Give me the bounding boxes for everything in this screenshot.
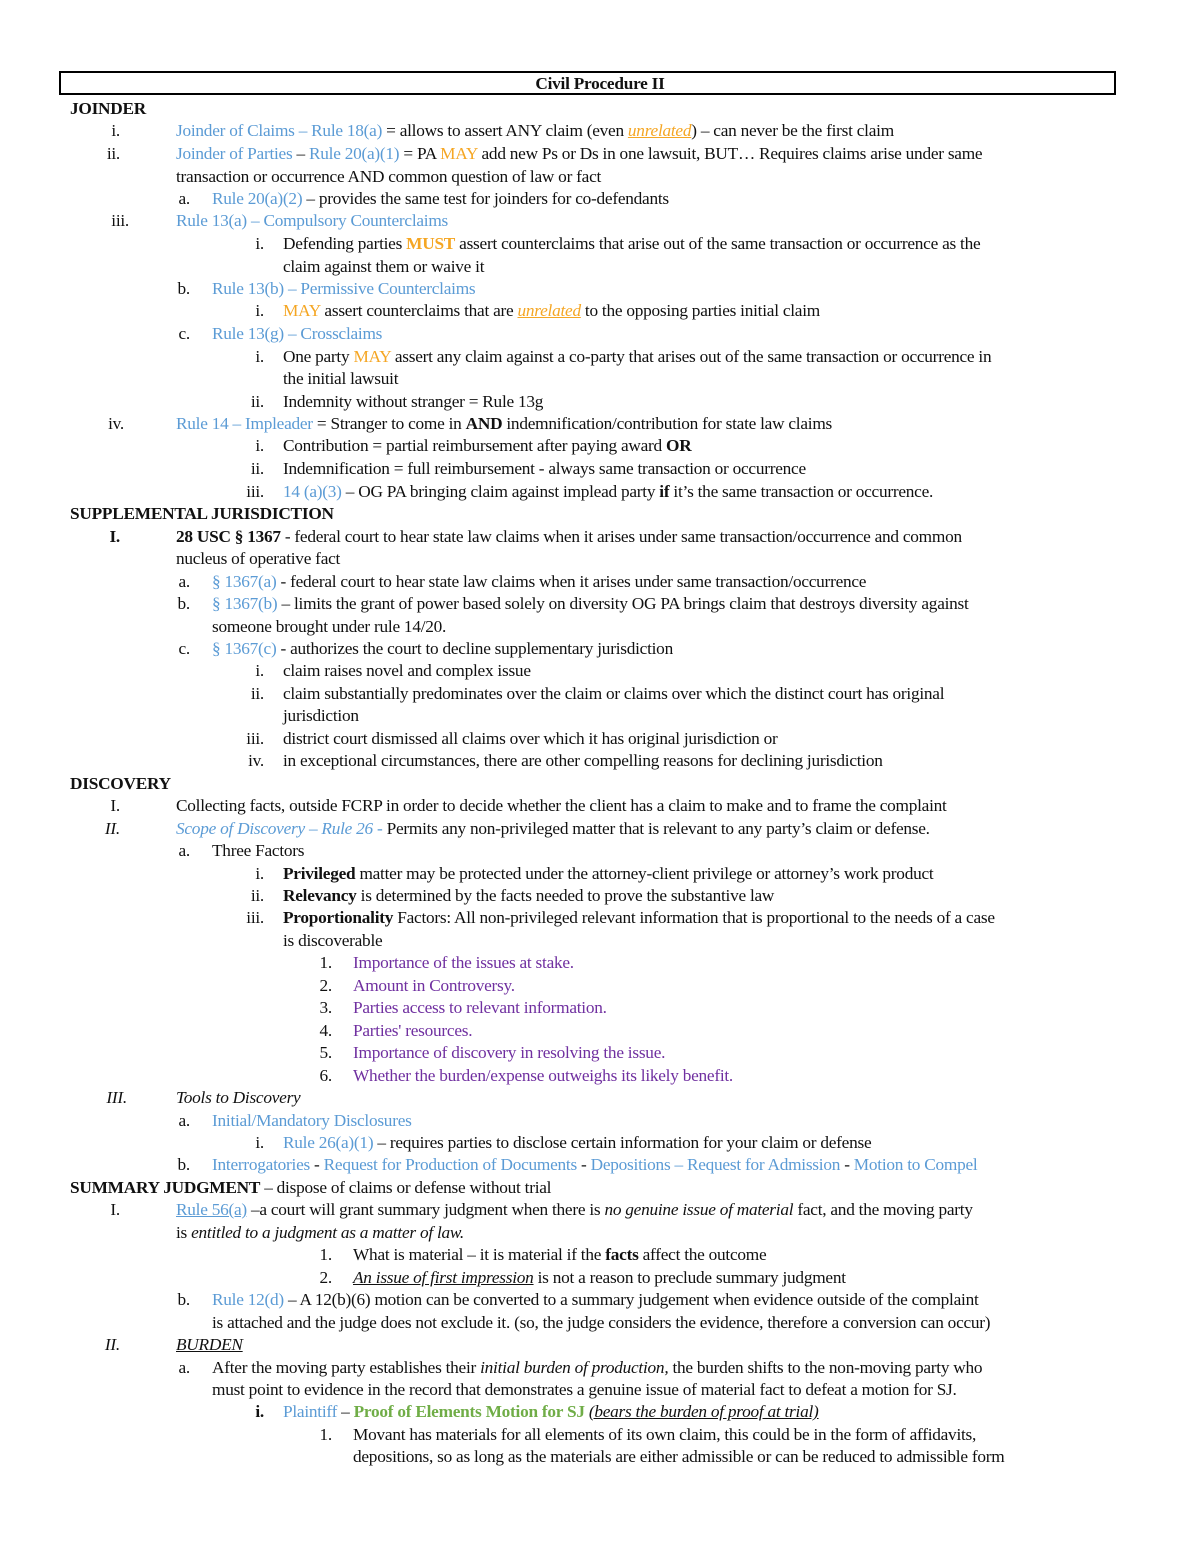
text-run: Indemnity without stranger = Rule 13g	[283, 392, 544, 411]
text-run: Motion to Compel	[853, 1155, 978, 1174]
outline-line	[176, 1087, 300, 1109]
text-run: Proportionality	[283, 908, 394, 927]
text-run: Amount in Controversy.	[353, 976, 515, 995]
list-marker: iv.	[248, 751, 264, 770]
text-run: claim against them or waive it	[283, 257, 485, 276]
list-marker: ii.	[106, 144, 120, 163]
text-run: MAY	[283, 301, 321, 320]
outline-line	[353, 1042, 665, 1064]
text-run: transaction or occurrence AND common question of law or fact	[176, 167, 602, 186]
outline-line	[212, 278, 475, 300]
outline-line	[212, 1154, 977, 1176]
list-marker: c.	[178, 639, 190, 658]
text-run: Indemnification = full reimbursement - always same transaction or occurrence	[283, 459, 806, 478]
text-run: An issue of first impression	[353, 1268, 534, 1287]
outline-line	[212, 188, 669, 210]
outline-line	[283, 660, 531, 682]
text-run: Rule 26(a)(1)	[283, 1133, 374, 1152]
list-marker: a.	[178, 572, 190, 591]
list-marker: a.	[178, 1358, 190, 1377]
outline-line	[212, 1379, 957, 1401]
list-marker: a.	[178, 189, 190, 208]
text-run: Permits any non-privileged matter that is relevant to any party’s claim or defense.	[382, 819, 930, 838]
text-run: Scope of Discovery – Rule 26 -	[176, 819, 383, 838]
outline-line	[283, 728, 778, 750]
text-run: = Stranger to come in	[312, 414, 466, 433]
outline-line	[283, 300, 820, 322]
text-run: Rule 20(a)(2)	[212, 189, 303, 208]
list-marker: 6.	[319, 1066, 332, 1085]
text-run: assert counterclaims that arise out of the same transaction or occurrence as the	[455, 234, 981, 253]
text-run: Rule 14 – Impleader	[176, 414, 313, 433]
text-run: unrelated	[627, 121, 692, 140]
list-marker: i.	[255, 1402, 264, 1421]
text-run: Whether the burden/expense outweighs its likely benefit.	[353, 1066, 733, 1085]
text-run: Depositions – Request for Admission	[590, 1155, 841, 1174]
outline-line	[353, 1065, 733, 1087]
list-marker: i.	[255, 347, 264, 366]
list-marker: ii.	[250, 886, 264, 905]
outline-line	[176, 548, 340, 570]
list-marker: 1.	[319, 953, 332, 972]
text-run: - federal court to hear state law claims when it arises under same transaction/occurrence and common	[280, 527, 962, 546]
text-run: -	[840, 1155, 854, 1174]
text-run: facts	[605, 1245, 639, 1264]
text-run: Request for Production of Documents	[323, 1155, 577, 1174]
list-marker: iii.	[111, 211, 129, 230]
text-run: BURDEN	[176, 1335, 243, 1354]
text-run: One party	[283, 347, 354, 366]
outline-line	[353, 1446, 1004, 1468]
text-run: MUST	[406, 234, 456, 253]
outline-line	[212, 638, 673, 660]
text-run: - federal court to hear state law claims when it arises under same transaction/occurrence	[276, 572, 867, 591]
outline-line	[176, 795, 947, 817]
text-run: Tools to Discovery	[176, 1088, 301, 1107]
text-run: AND	[465, 414, 503, 433]
outline-line	[353, 1020, 472, 1042]
text-run: Proof of Elements Motion for SJ	[353, 1402, 585, 1421]
outline-line	[212, 593, 969, 615]
list-marker: 3.	[319, 998, 332, 1017]
text-run: MAY	[353, 347, 391, 366]
text-run: Initial/Mandatory Disclosures	[212, 1111, 412, 1130]
list-marker: a.	[178, 841, 190, 860]
list-marker: iv.	[108, 414, 124, 433]
text-run: Relevancy	[283, 886, 357, 905]
outline-line	[176, 210, 448, 232]
text-run: is not a reason to preclude summary judgment	[533, 1268, 846, 1287]
text-run: someone brought under rule 14/20.	[212, 617, 447, 636]
text-run: 14 (a)(3)	[283, 482, 342, 501]
text-run: is attached and the judge does not exclude it. (so, the judge considers the evidence, therefore a conversion can occur)	[212, 1313, 991, 1332]
text-run: 28 USC § 1367	[176, 527, 281, 546]
text-run: SUPPLEMENTAL JURISDICTION	[70, 504, 334, 523]
text-run: district court dismissed all claims over which it has original jurisdiction or	[283, 729, 778, 748]
text-run: – dispose of claims or defense without trial	[260, 1178, 552, 1197]
text-run: Three Factors	[212, 841, 305, 860]
text-run: Parties' resources.	[353, 1021, 473, 1040]
list-marker: i.	[255, 436, 264, 455]
list-marker: II.	[104, 819, 120, 838]
outline-line	[176, 1222, 464, 1244]
text-run: initial burden of production,	[480, 1358, 669, 1377]
text-run: = allows to assert ANY claim (even	[382, 121, 628, 140]
outline-line	[70, 98, 146, 120]
outline-line	[353, 1267, 846, 1289]
outline-line	[176, 526, 962, 548]
outline-line	[176, 1199, 973, 1221]
list-marker: I.	[109, 527, 120, 546]
list-marker: i.	[255, 301, 264, 320]
text-run: claim substantially predominates over the claim or claims over which the distinct court has original	[283, 684, 945, 703]
list-marker: c.	[178, 324, 190, 343]
list-marker: b.	[177, 594, 190, 613]
text-run: the initial lawsuit	[283, 369, 399, 388]
outline-line	[70, 1177, 551, 1199]
text-run: Rule 56(a)	[176, 1200, 247, 1219]
outline-line	[212, 840, 304, 862]
list-marker: I.	[110, 796, 120, 815]
text-run: to the opposing parties initial claim	[580, 301, 820, 320]
outline-line	[283, 1132, 871, 1154]
text-run: Rule 13(a) – Compulsory Counterclaims	[176, 211, 449, 230]
outline-line	[212, 571, 866, 593]
list-marker: b.	[177, 1155, 190, 1174]
text-run: matter may be protected under the attorney-client privilege or attorney’s work product	[355, 864, 934, 883]
outline-line	[176, 413, 832, 435]
text-run: fact, and the moving party	[793, 1200, 973, 1219]
outline-line	[353, 952, 574, 974]
list-marker: b.	[177, 279, 190, 298]
outline-line	[283, 885, 774, 907]
text-run: Rule 13(g) – Crossclaims	[212, 324, 383, 343]
text-run: it’s the same transaction or occurrence.	[669, 482, 934, 501]
text-run: if	[659, 482, 670, 501]
text-run: Rule 20(a)(1)	[308, 144, 400, 163]
text-run: Defending parties	[283, 234, 407, 253]
text-run: ) – can never be the first claim	[691, 121, 894, 140]
outline-line	[283, 750, 883, 772]
text-run: – requires parties to disclose certain information for your claim or defense	[373, 1133, 872, 1152]
list-marker: i.	[255, 864, 264, 883]
outline-line	[176, 818, 930, 840]
text-run: entitled to a judgment as a matter of law.	[191, 1223, 464, 1242]
outline-line	[283, 233, 980, 255]
list-marker: 1.	[319, 1245, 332, 1264]
text-run: –	[337, 1402, 354, 1421]
outline-line	[283, 705, 359, 727]
text-run: -	[576, 1155, 591, 1174]
list-marker: i.	[255, 234, 264, 253]
text-run: –a court will grant summary judgment when there is	[246, 1200, 605, 1219]
list-marker: 2.	[319, 976, 332, 995]
outline-line	[283, 907, 995, 929]
outline-line	[283, 683, 944, 705]
text-run: indemnification/contribution for state law claims	[502, 414, 832, 433]
text-run: depositions, so as long as the materials are either admissible or can be reduced to admissible form	[353, 1447, 1005, 1466]
text-run: (bears the burden of proof at trial)	[588, 1402, 819, 1421]
text-run: unrelated	[517, 301, 581, 320]
text-run: -	[309, 1155, 324, 1174]
text-run: Importance of discovery in resolving the issue.	[353, 1043, 666, 1062]
text-run: OR	[666, 436, 692, 455]
list-marker: a.	[178, 1111, 190, 1130]
list-marker: 4.	[319, 1021, 332, 1040]
text-run: is	[176, 1223, 192, 1242]
document-title: Civil Procedure II	[535, 74, 665, 93]
text-run: claim raises novel and complex issue	[283, 661, 531, 680]
text-run: § 1367(c)	[212, 639, 277, 658]
list-marker: II.	[104, 1335, 120, 1354]
text-run: - authorizes the court to decline supplementary jurisdiction	[276, 639, 673, 658]
text-run: Parties access to relevant information.	[353, 998, 607, 1017]
text-run: § 1367(b)	[212, 594, 278, 613]
outline-line	[176, 120, 894, 142]
list-marker: i.	[255, 1133, 264, 1152]
outline-line	[176, 143, 982, 165]
text-run: Factors: All non-privileged relevant information that is proportional to the needs of a case	[393, 908, 995, 927]
outline-line	[176, 1334, 243, 1356]
list-marker: III.	[106, 1088, 127, 1107]
outline-line	[212, 1289, 979, 1311]
outline-line	[283, 435, 691, 457]
outline-line	[283, 930, 382, 952]
list-marker: I.	[110, 1200, 120, 1219]
text-run: DISCOVERY	[70, 774, 171, 793]
list-marker: i.	[255, 661, 264, 680]
text-run: is determined by the facts needed to prove the substantive law	[356, 886, 775, 905]
list-marker: iii.	[246, 482, 264, 501]
list-marker: 2.	[319, 1268, 332, 1287]
list-marker: 1.	[319, 1425, 332, 1444]
outline-line	[283, 1401, 819, 1423]
text-run: – A 12(b)(6) motion can be converted to a summary judgement when evidence outside of the complaint	[283, 1290, 979, 1309]
outline-line	[283, 346, 991, 368]
outline-line	[176, 166, 601, 188]
list-marker: i.	[111, 121, 120, 140]
text-run: –	[292, 144, 309, 163]
text-run: assert any claim against a co-party that arises out of the same transaction or occurrence in	[390, 347, 992, 366]
outline-line	[212, 1357, 982, 1379]
text-run: add new Ps or Ds in one lawsuit, BUT… Requires claims arise under same	[477, 144, 983, 163]
outline-line	[283, 481, 933, 503]
text-run: Collecting facts, outside FCRP in order to decide whether the client has a claim to make and to frame the complaint	[176, 796, 947, 815]
text-run: Rule 12(d)	[212, 1290, 284, 1309]
list-marker: iii.	[246, 908, 264, 927]
outline-line	[353, 975, 515, 997]
text-run: What is material – it is material if the	[353, 1245, 606, 1264]
list-marker: iii.	[246, 729, 264, 748]
list-marker: ii.	[250, 684, 264, 703]
text-run: nucleus of operative fact	[176, 549, 341, 568]
text-run: MAY	[440, 144, 478, 163]
text-run: SUMMARY JUDGMENT	[70, 1178, 261, 1197]
outline-line	[353, 997, 607, 1019]
outline-line	[283, 256, 484, 278]
text-run: § 1367(a)	[212, 572, 277, 591]
list-marker: 5.	[319, 1043, 332, 1062]
text-run: is discoverable	[283, 931, 383, 950]
outline-line	[70, 773, 171, 795]
outline-line	[353, 1424, 976, 1446]
text-run: = PA	[399, 144, 441, 163]
text-run: in exceptional circumstances, there are other compelling reasons for declining jurisdiction	[283, 751, 883, 770]
text-run: jurisdiction	[283, 706, 359, 725]
outline-line	[212, 616, 446, 638]
outline-line	[353, 1244, 766, 1266]
text-run: the burden shifts to the non-moving party who	[668, 1358, 983, 1377]
text-run: – OG PA bringing claim against implead party	[341, 482, 660, 501]
text-run: Joinder of Claims – Rule 18(a)	[176, 121, 383, 140]
outline-line	[70, 503, 334, 525]
outline-line	[212, 1110, 412, 1132]
text-run: Contribution = partial reimbursement after paying award	[283, 436, 667, 455]
outline-line	[283, 863, 933, 885]
outline-line	[212, 323, 382, 345]
outline-line	[283, 391, 543, 413]
text-run: no genuine issue of material	[604, 1200, 794, 1219]
text-run: Movant has materials for all elements of its own claim, this could be in the form of affidavits,	[353, 1425, 977, 1444]
text-run: Rule 13(b) – Permissive Counterclaims	[212, 279, 476, 298]
text-run: Plaintiff	[283, 1402, 338, 1421]
text-run: must point to evidence in the record that demonstrates a genuine issue of material fact to defeat a motion for SJ.	[212, 1380, 957, 1399]
text-run: – provides the same test for joinders for co-defendants	[302, 189, 669, 208]
text-run: After the moving party establishes their	[212, 1358, 481, 1377]
text-run: assert counterclaims that are	[320, 301, 518, 320]
outline-line	[212, 1312, 990, 1334]
list-marker: ii.	[250, 392, 264, 411]
text-run: affect the outcome	[638, 1245, 767, 1264]
text-run: Importance of the issues at stake.	[353, 953, 574, 972]
outline-line	[283, 368, 398, 390]
text-run: JOINDER	[70, 99, 147, 118]
list-marker: ii.	[250, 459, 264, 478]
text-run: Joinder of Parties	[176, 144, 293, 163]
text-run: Interrogatories	[212, 1155, 310, 1174]
outline-line	[283, 458, 806, 480]
text-run: – limits the grant of power based solely on diversity OG PA brings claim that destroys diversity against	[277, 594, 969, 613]
text-run: Privileged	[283, 864, 356, 883]
list-marker: b.	[177, 1290, 190, 1309]
